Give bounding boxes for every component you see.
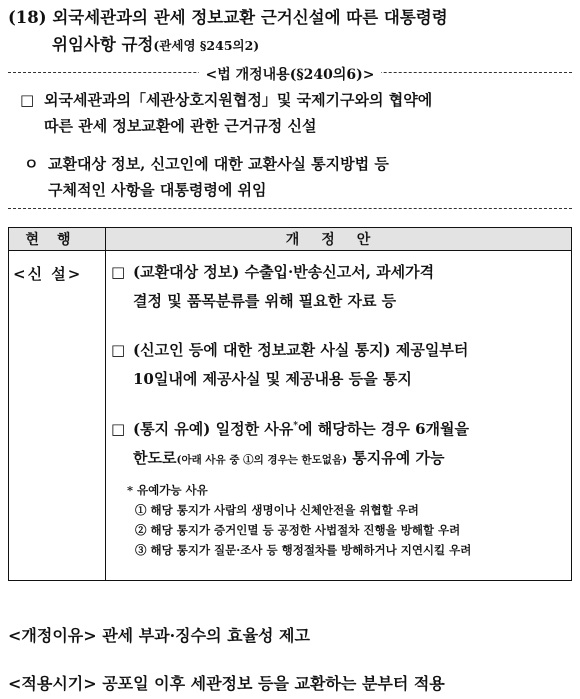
footnote-marker: *: [293, 421, 298, 431]
revision-item-2: [111, 336, 569, 394]
note-item-1: ① 해당 통지가 사람의 생명이나 신체안전을 위협할 우려: [135, 503, 419, 517]
revision-item-3-line1b: 에 해당하는 경우 6개월을: [298, 420, 470, 438]
revision-item-1: [111, 258, 569, 316]
revision-item-3-line1a: (통지 유예) 일정한 사유: [133, 420, 294, 438]
section-title-line2: 위임사항 규정: [52, 35, 154, 54]
comparison-table: [8, 227, 572, 581]
section-heading: [8, 4, 574, 59]
reason-label: <개정이유>: [8, 626, 97, 645]
note-item-3: ③ 해당 통지가 질문·조사 등 행정절차를 방해하거나 지연시킬 우려: [135, 543, 472, 557]
section-number: (18): [8, 8, 47, 27]
revision-item-3-line2: [111, 444, 569, 475]
note-item-2: ② 해당 통지가 증거인멸 등 공정한 사법절차 진행을 방해할 우려: [135, 523, 461, 537]
law-item-1-line1: 외국세관과의「세관상호지원협정」및 국제기구와의 협약에: [44, 91, 433, 109]
deferral-reasons: [127, 480, 571, 560]
law-item-1: [20, 87, 568, 139]
law-amendment-box: [8, 67, 572, 209]
checkbox-bullet-icon: □: [111, 341, 126, 359]
law-item-1-line2: 따른 관세 정보교환에 관한 근거규정 신설: [44, 117, 317, 135]
revision-item-2-line1: (신고인 등에 대한 정보교환 사실 통지) 제공일부터: [133, 341, 469, 359]
circle-bullet-icon: ㅇ: [24, 155, 39, 173]
effective-date: [8, 671, 574, 694]
effective-text: 공포일 이후 세관정보 등을 교환하는 분부터 적용: [96, 674, 445, 693]
current-cell-new: <신 설>: [13, 265, 83, 283]
header-current: 현행: [25, 232, 89, 248]
revision-item-1-line1: (교환대상 정보) 수출입·반송신고서, 과세가격: [133, 263, 435, 281]
header-revised: 개정안: [285, 232, 393, 248]
section-title-line2-wrap: [8, 31, 574, 59]
reason-text: 관세 부과·징수의 효율성 제고: [96, 626, 310, 645]
section-title-line1: 외국세관과의 관세 정보교환 근거신설에 따른 대통령령: [52, 8, 448, 27]
column-divider: [105, 228, 106, 580]
law-item-2-line1: 교환대상 정보, 신고인에 대한 교환사실 통지방법 등: [48, 155, 389, 173]
law-box-title: <법 개정내용(§240의6)>: [199, 67, 380, 83]
law-item-2-line2: 구체적인 사항을 대통령령에 위임: [48, 181, 267, 199]
section-reference: (관세영 §245의2): [153, 38, 260, 53]
revision-item-3-note: (아래 사유 중 ①의 경우는 한도없음): [176, 454, 348, 466]
notes-title: * 유예가능 사유: [127, 483, 208, 497]
table-header-row: [9, 228, 571, 251]
revision-item-3-line2a: 한도로: [133, 449, 177, 467]
checkbox-bullet-icon: □: [111, 420, 126, 438]
revision-item-1-line2: 결정 및 품목분류를 위해 필요한 자료 등: [133, 292, 397, 310]
revision-item-3: [111, 412, 569, 475]
amendment-reason: [8, 623, 574, 646]
revision-item-3-line2b: 통지유예 가능: [347, 449, 445, 467]
revision-item-2-line2: 10일내에 제공사실 및 제공내용 등을 통지: [133, 370, 412, 388]
effective-label: <적용시기>: [8, 674, 97, 693]
law-item-2: [24, 151, 568, 203]
checkbox-bullet-icon: □: [20, 91, 35, 109]
checkbox-bullet-icon: □: [111, 263, 126, 281]
